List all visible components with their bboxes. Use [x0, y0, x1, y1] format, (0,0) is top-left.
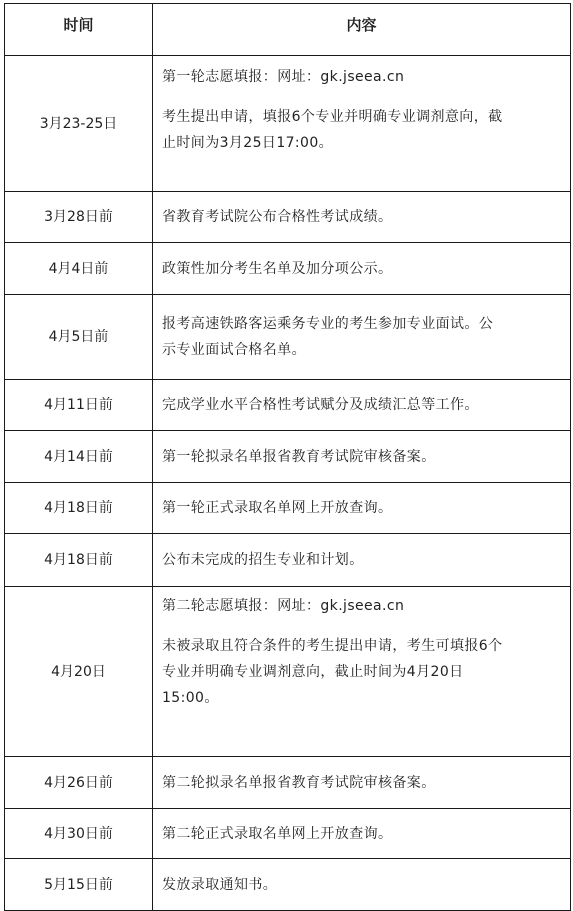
content-line: 15:00。 [162, 690, 219, 706]
row-content: 第二轮正式录取名单网上开放查询。 [153, 809, 571, 859]
content-line: 未被录取且符合条件的考生提出申请，考生可填报6个 [162, 638, 503, 654]
table-row [5, 757, 571, 809]
content-line: 第一轮志愿填报：网址：gk.jseea.cn [162, 69, 405, 85]
row-time: 4月30日前 [5, 809, 153, 859]
row-content: 第二轮拟录名单报省教育考试院审核备案。 [153, 757, 571, 809]
content-line: 止时间为3月25日17:00。 [162, 135, 334, 151]
row-content [153, 295, 571, 380]
content-line: 专业并明确专业调剂意向，截止时间为4月20日 [162, 664, 464, 680]
row-time: 4月20日 [5, 587, 153, 757]
header-content: 内容 [153, 4, 571, 56]
header-row [5, 4, 571, 56]
row-time: 4月18日前 [5, 534, 153, 587]
table-row [5, 859, 571, 911]
row-time: 3月28日前 [5, 192, 153, 243]
table-row [5, 483, 571, 534]
row-time: 4月14日前 [5, 431, 153, 483]
row-time: 3月23-25日 [5, 56, 153, 192]
row-content: 公布未完成的招生专业和计划。 [153, 534, 571, 587]
table-row [5, 809, 571, 859]
table-row [5, 431, 571, 483]
row-content: 完成学业水平合格性考试赋分及成绩汇总等工作。 [153, 380, 571, 431]
content-line: 示专业面试合格名单。 [162, 342, 306, 358]
table-row [5, 56, 571, 192]
table-row [5, 295, 571, 380]
row-content: 发放录取通知书。 [153, 859, 571, 911]
row-content: 省教育考试院公布合格性考试成绩。 [153, 192, 571, 243]
row-time: 4月11日前 [5, 380, 153, 431]
table-row [5, 192, 571, 243]
row-time: 4月18日前 [5, 483, 153, 534]
row-time: 4月4日前 [5, 243, 153, 295]
row-time: 5月15日前 [5, 859, 153, 911]
row-content: 第一轮拟录名单报省教育考试院审核备案。 [153, 431, 571, 483]
row-content [153, 56, 571, 192]
table-row [5, 534, 571, 587]
header-time: 时间 [5, 4, 153, 56]
row-content: 第一轮正式录取名单网上开放查询。 [153, 483, 571, 534]
row-content: 政策性加分考生名单及加分项公示。 [153, 243, 571, 295]
content-line: 第二轮志愿填报：网址：gk.jseea.cn [162, 598, 405, 614]
table-row [5, 587, 571, 757]
table-row [5, 380, 571, 431]
content-line: 考生提出申请，填报6个专业并明确专业调剂意向，截 [162, 109, 503, 125]
content-line: 报考高速铁路客运乘务专业的考生参加专业面试。公 [162, 316, 494, 332]
schedule-table [4, 3, 571, 911]
row-time: 4月26日前 [5, 757, 153, 809]
table-row [5, 243, 571, 295]
row-content [153, 587, 571, 757]
row-time: 4月5日前 [5, 295, 153, 380]
